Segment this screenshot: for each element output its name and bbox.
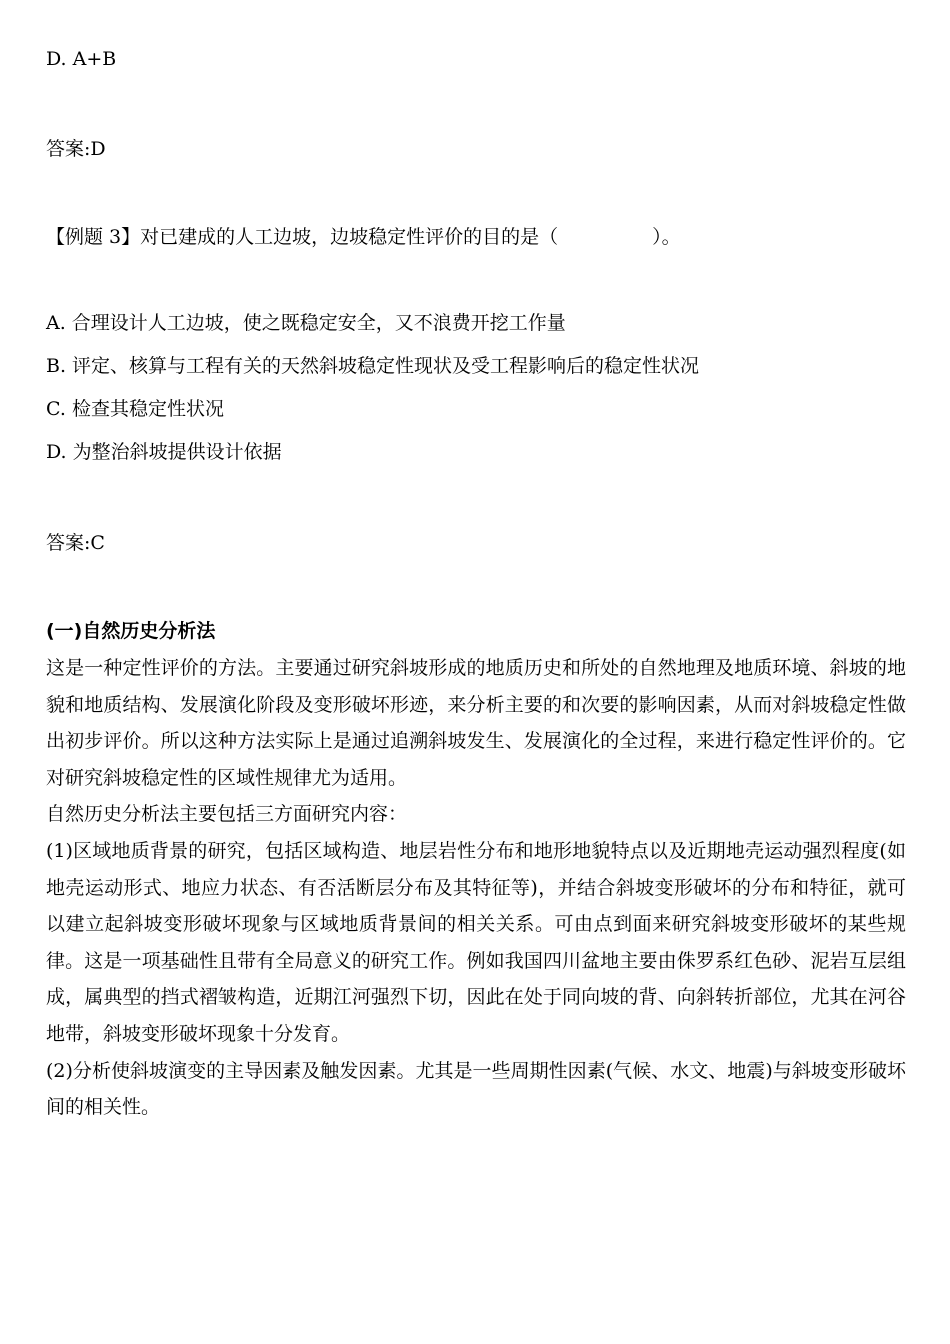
option-c: C. 检查其稳定性状况	[46, 398, 224, 420]
question-stem-end: ）。	[652, 226, 681, 248]
paragraph-item-1: (1)区域地质背景的研究，包括区域构造、地层岩性分布和地形地貌特点以及近期地壳运动强烈程度(如地壳运动形式、地应力状态、有否活断层分布及其特征等)，并结合斜坡变形破坏的分布和特征，就可以建立起斜坡变形破坏现象与区域地质背景间的相关关系。可由点到面来研究斜坡变形破坏的某些规律。这是一项基础性且带有全局意义的研究工作。例如我国四川盆地主要由侏罗系红色砂、泥岩互层组成，属典型的挡式褶皱构造，近期江河强烈下切，因此在处于同向坡的背、向斜转折部位，尤其在河谷地带，斜坡变形破坏现象十分发育。	[46, 839, 906, 1045]
answer-example3: 答案:C	[46, 532, 105, 554]
option-b: B. 评定、核算与工程有关的天然斜坡稳定性现状及受工程影响后的稳定性状况	[46, 355, 700, 377]
question-stem	[46, 225, 681, 249]
paragraph-item-2: (2)分析使斜坡演变的主导因素及触发因素。尤其是一些周期性因素(气候、水文、地震)与斜坡变形破坏间的相关性。	[46, 1059, 906, 1119]
question-stem-text: 【例题 3】对已建成的人工边坡，边坡稳定性评价的目的是（	[46, 226, 559, 248]
answer-prev: 答案:D	[46, 138, 106, 160]
option-d: D. 为整治斜坡提供设计依据	[46, 441, 282, 463]
option-d-prev: D. A+B	[46, 48, 117, 70]
section-body	[46, 650, 906, 1126]
section-heading: (一)自然历史分析法	[46, 620, 216, 642]
option-a: A. 合理设计人工边坡，使之既稳定安全，又不浪费开挖工作量	[46, 312, 566, 334]
paragraph-intro: 这是一种定性评价的方法。主要通过研究斜坡形成的地质历史和所处的自然地理及地质环境、斜坡的地貌和地质结构、发展演化阶段及变形破坏形迹，来分析主要的和次要的影响因素，从而对斜坡稳定性做出初步评价。所以这种方法实际上是通过追溯斜坡发生、发展演化的全过程，来进行稳定性评价的。它对研究斜坡稳定性的区域性规律尤为适用。	[46, 657, 906, 789]
paragraph-content-overview: 自然历史分析法主要包括三方面研究内容：	[46, 803, 408, 826]
